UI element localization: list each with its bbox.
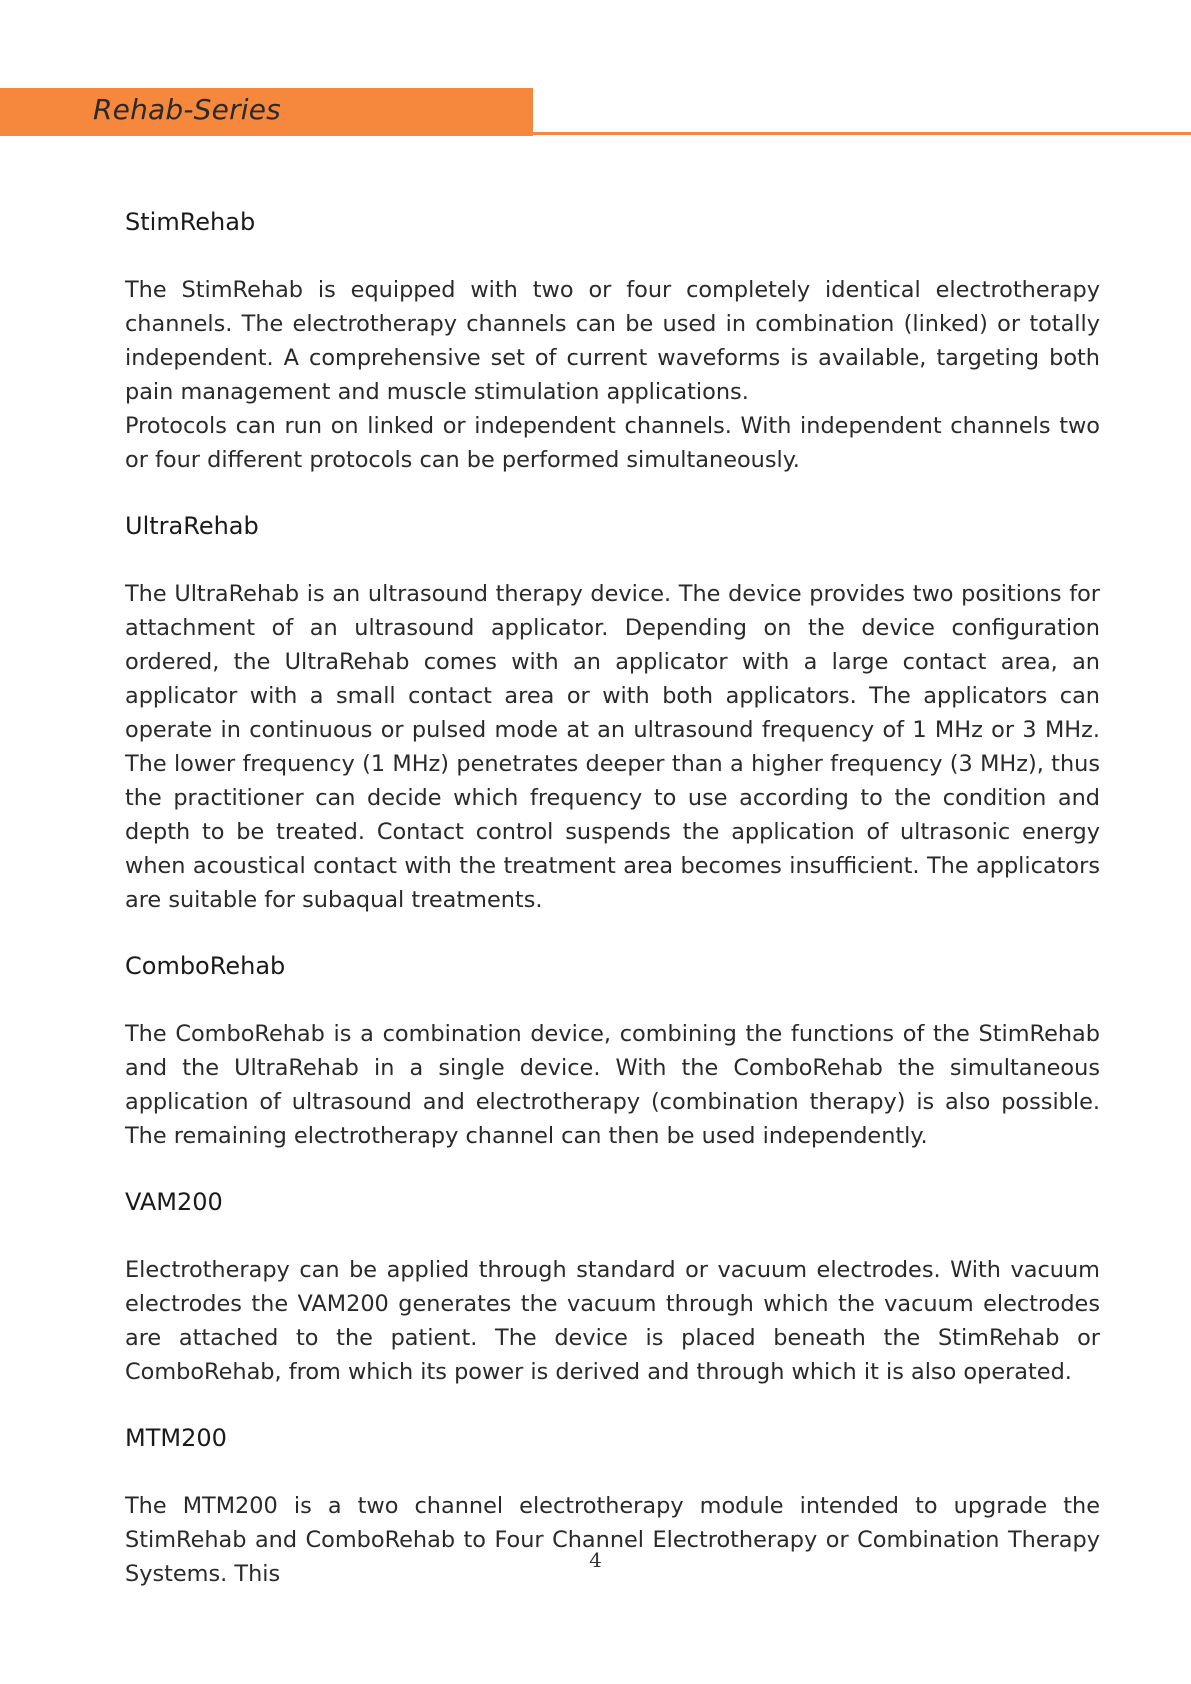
section-paragraph [125,273,1100,477]
series-title: Rehab-Series [93,93,281,126]
section-paragraph [125,1253,1100,1389]
section-heading: UltraRehab [125,512,259,540]
paragraph-text: Electrotherapy can be applied through standard or vacuum electrodes. With vacuum electrodes the VAM200 generates the vacuum through which the vacuum electrodes are attached to the patient. The device is placed beneath the StimRehab or ComboRehab, from which its power is derived and through which it is also operated. [125,1257,1100,1385]
section-heading: StimRehab [125,208,256,236]
section-heading: MTM200 [125,1424,227,1452]
section-comborehab [125,949,1100,1153]
section-paragraph [125,1017,1100,1153]
section-vam200 [125,1185,1100,1389]
section-ultrarehab [125,509,1100,917]
paragraph-text: The ComboRehab is a combination device, combining the functions of the StimRehab and the UltraRehab in a single device. With the ComboRehab the simultaneous application of ultrasound and electrotherapy (combination therapy) is also possible. The remaining electrotherapy channel can then be used independently. [125,1021,1100,1149]
header-rule [533,132,1191,135]
paragraph-text: The UltraRehab is an ultrasound therapy device. The device provides two positions for attachment of an ultrasound applicator. Depending on the device configuration ordered, the UltraRehab comes with an applicator with a large contact area, an applicator with a small contact area or with both applicators. The applicators can operate in continuous or pulsed mode at an ultrasound frequency of 1 MHz or 3 MHz. The lower frequency (1 MHz) penetrates deeper than a higher frequency (3 MHz), thus the practitioner can decide which frequency to use according to the condition and depth to be treated. Contact control suspends the application of ultrasonic energy when acoustical contact with the treatment area becomes insufficient. The applicators are suitable for subaqual treatments. [125,581,1100,913]
section-paragraph [125,1489,1100,1591]
page-number: 4 [589,1548,602,1572]
paragraph-text: Protocols can run on linked or independent channels. With independent channels two or four different protocols can be performed simultaneously. [125,413,1100,473]
section-paragraph [125,577,1100,917]
paragraph-text: The MTM200 is a two channel electrotherapy module intended to upgrade the StimRehab and ComboRehab to Four Channel Electrotherapy or Combination Therapy Systems. This [125,1493,1100,1587]
section-heading: ComboRehab [125,952,286,980]
section-heading: VAM200 [125,1188,223,1216]
paragraph-text: The StimRehab is equipped with two or four completely identical electrotherapy channels. The electrotherapy channels can be used in combination (linked) or totally independent. A comprehensive set of current waveforms is available, targeting both pain management and muscle stimulation applications. [125,277,1100,405]
section-stimrehab [125,205,1100,477]
document-body [125,205,1100,1591]
